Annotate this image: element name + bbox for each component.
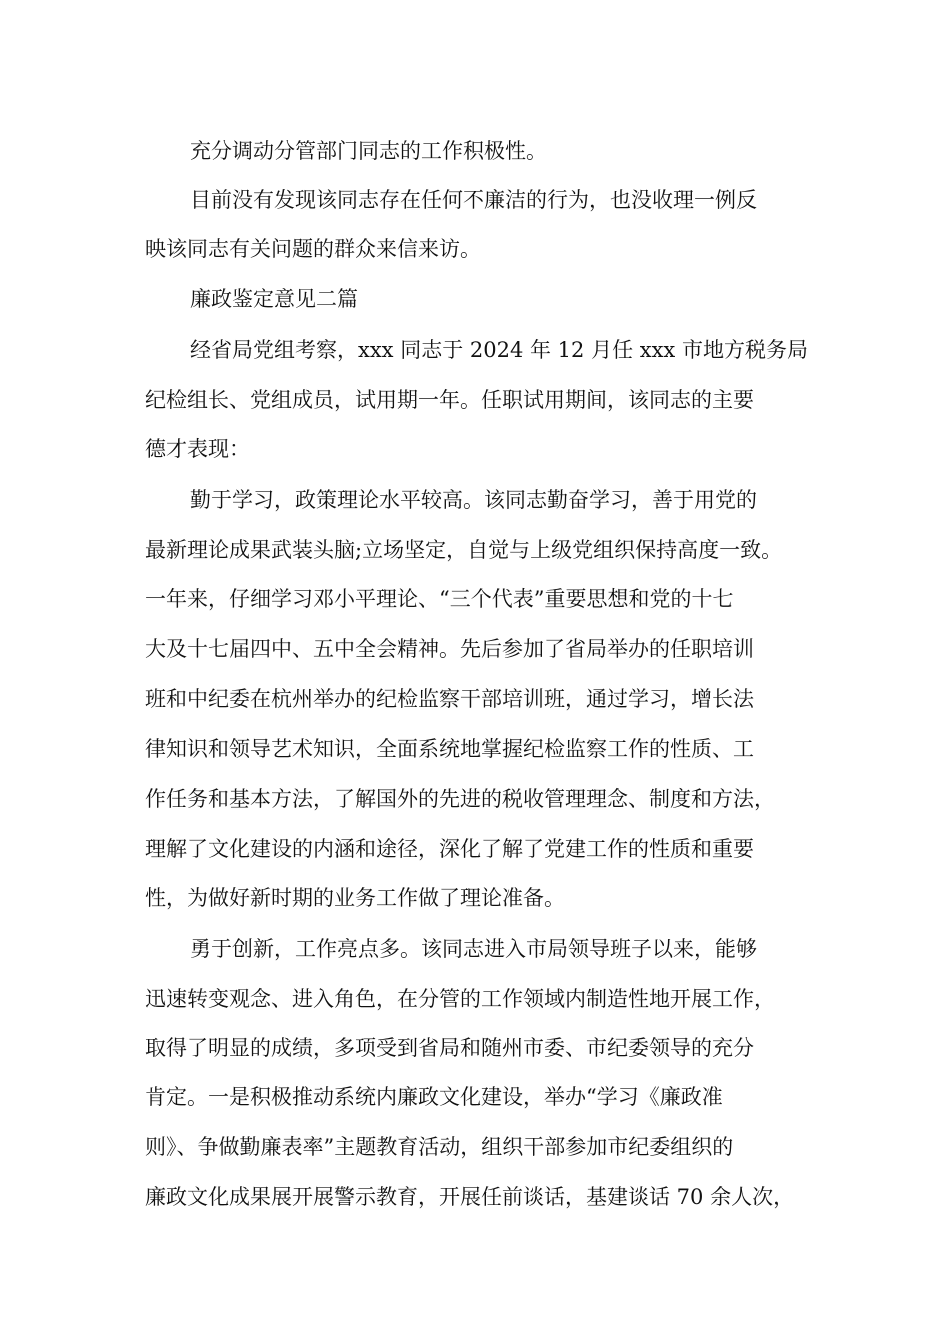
text-line: 经省局党组考察，xxx 同志于 2024 年 12 月任 xxx 市地方税务局 xyxy=(190,338,808,362)
text-line: 映该同志有关问题的群众来信来访。 xyxy=(145,237,481,261)
text-line: 理解了文化建设的内涵和途径，深化了解了党建工作的性质和重要 xyxy=(145,837,754,861)
text-line: 纪检组长、党组成员，试用期一年。任职试用期间，该同志的主要 xyxy=(145,388,754,412)
text-line: 肯定。一是积极推动系统内廉政文化建设，举办“学习《廉政准 xyxy=(145,1085,723,1109)
text-line: 作任务和基本方法，了解国外的先进的税收管理理念、制度和方法， xyxy=(145,787,775,811)
text-line: 大及十七届四中、五中全会精神。先后参加了省局举办的任职培训 xyxy=(145,637,754,661)
text-line: 取得了明显的成绩，多项受到省局和随州市委、市纪委领导的充分 xyxy=(145,1036,754,1060)
text-line: 德才表现： xyxy=(145,437,250,461)
text-line: 目前没有发现该同志存在任何不廉洁的行为，也没收理一例反 xyxy=(190,188,757,212)
text-line: 勤于学习，政策理论水平较高。该同志勤奋学习，善于用党的 xyxy=(190,488,757,512)
text-line: 性，为做好新时期的业务工作做了理论准备。 xyxy=(145,886,565,910)
text-line: 则》、争做勤廉表率”主题教育活动，组织干部参加市纪委组织的 xyxy=(145,1135,734,1159)
section-heading: 廉政鉴定意见二篇 xyxy=(190,287,358,311)
text-line: 律知识和领导艺术知识，全面系统地掌握纪检监察工作的性质、工 xyxy=(145,737,754,761)
text-line: 勇于创新，工作亮点多。该同志进入市局领导班子以来，能够 xyxy=(190,937,757,961)
text-line: 廉政文化成果展开展警示教育，开展任前谈话，基建谈话 70 余人次， xyxy=(145,1185,795,1209)
text-line: 班和中纪委在杭州举办的纪检监察干部培训班，通过学习，增长法 xyxy=(145,687,754,711)
text-line: 一年来，仔细学习邓小平理论、“三个代表”重要思想和党的十七 xyxy=(145,587,734,611)
text-line: 最新理论成果武装头脑;立场坚定，自觉与上级党组织保持高度一致。 xyxy=(145,538,783,562)
text-line: 充分调动分管部门同志的工作积极性。 xyxy=(190,139,547,163)
text-line: 迅速转变观念、进入角色，在分管的工作领域内制造性地开展工作， xyxy=(145,987,775,1011)
